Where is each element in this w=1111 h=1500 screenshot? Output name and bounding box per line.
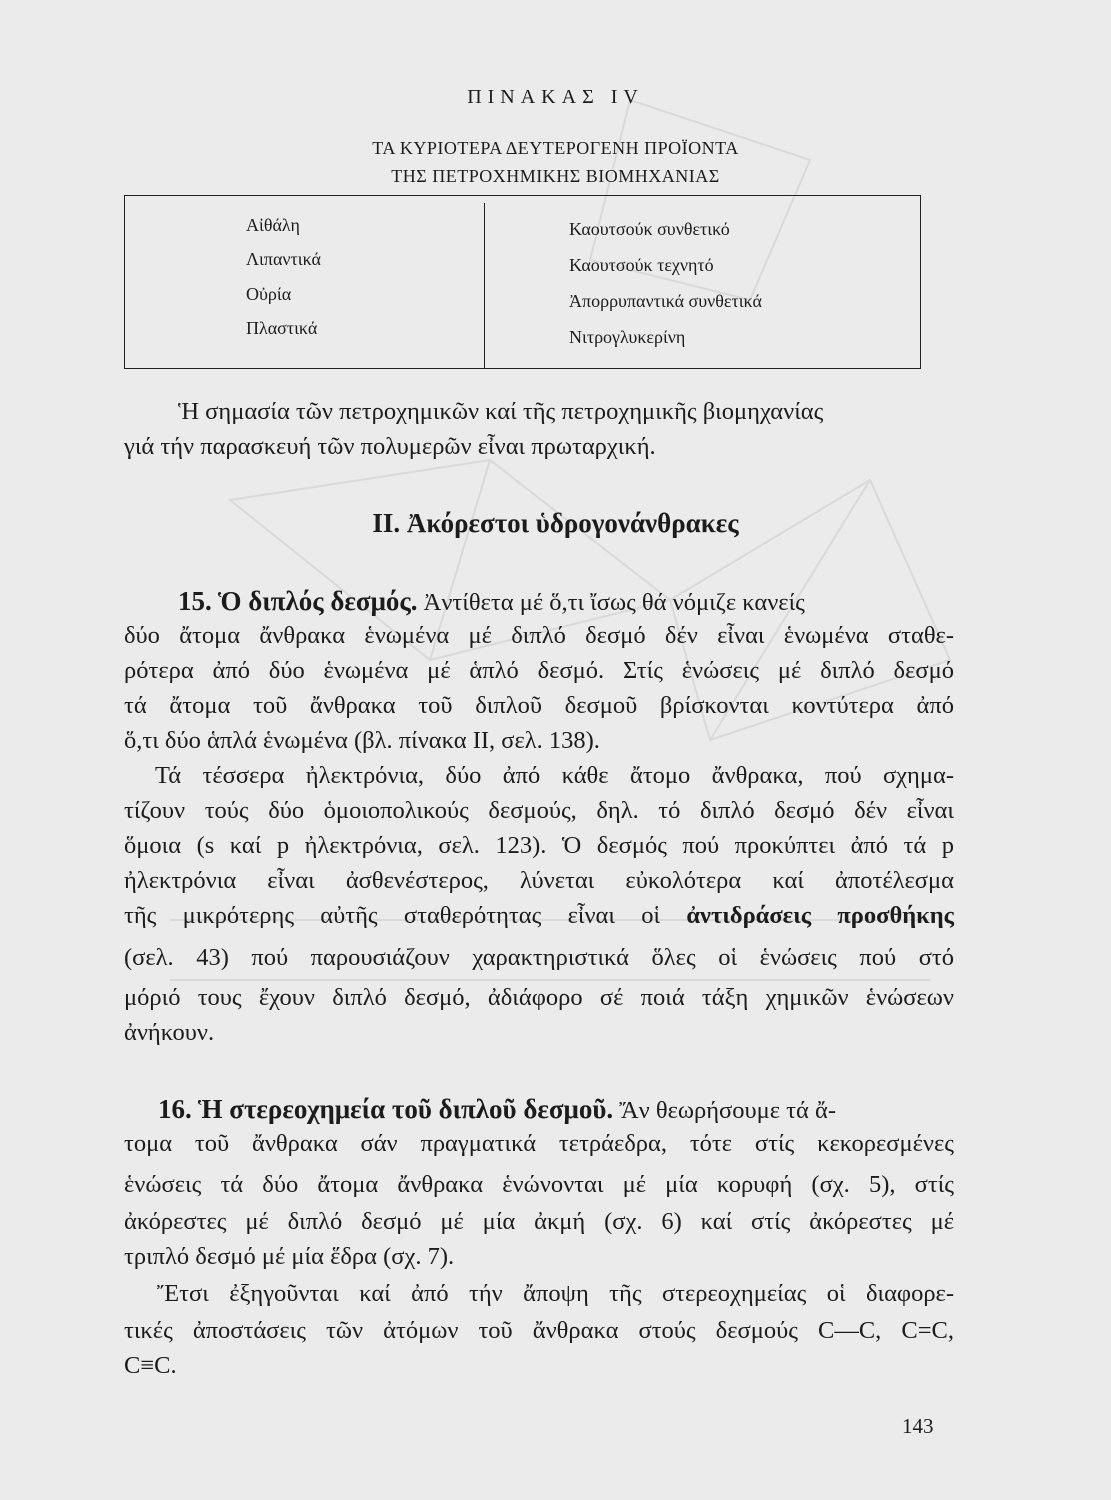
table-label: ΠΙΝΑΚΑΣ IV xyxy=(467,86,644,108)
section15-line: τά ἄτομα τοῦ ἄνθρακα τοῦ διπλοῦ δεσμοῦ βρίσκονται κοντύτερα ἀπό xyxy=(124,692,954,719)
section16-line: Ἔτσι ἐξηγοῦνται καί ἀπό τήν ἄποψη τῆς στερεοχημείας οἱ διαφορε- xyxy=(157,1280,954,1307)
table-column-divider xyxy=(484,203,485,369)
section15-text: τῆς μικρότερης αὐτῆς σταθερότητας εἶναι οἱ xyxy=(124,902,661,929)
table-right-cell: Καουτσούκ τεχνητό xyxy=(569,255,714,275)
section15-line: ὅμοια (s καί p ἠλεκτρόνια, σελ. 123). Ὁ δεσμός πού προκύπτει ἀπό τά p xyxy=(124,832,954,859)
section16-line: τομα τοῦ ἄνθρακα σάν πραγματικά τετράεδρα, τότε στίς κεκορεσμένες xyxy=(124,1130,954,1157)
table-title-line2: ΤΗΣ ΠΕΤΡΟΧΗΜΙΚΗΣ ΒΙΟΜΗΧΑΝΙΑΣ xyxy=(391,166,720,186)
section-heading: II. Ἀκόρεστοι ὑδρογονάνθρακες xyxy=(372,508,739,538)
table-left-cell: Πλαστικά xyxy=(246,318,318,338)
section15-line: ἀνήκουν. xyxy=(124,1019,215,1046)
section16-line: C≡C. xyxy=(124,1352,177,1379)
products-table xyxy=(124,195,921,369)
intro-line: γιά τήν παρασκευή τῶν πολυμερῶν εἶναι πρωταρχική. xyxy=(124,433,656,460)
section15-line: ρότερα ἀπό δύο ἑνωμένα μέ ἁπλό δεσμό. Στίς ἑνώσεις μέ διπλό δεσμό xyxy=(124,657,954,684)
page-number: 143 xyxy=(902,1414,934,1438)
section16-first-line xyxy=(158,1094,836,1125)
section15-number: 15. xyxy=(178,586,212,616)
section16-title: Ἡ στερεοχημεία τοῦ διπλοῦ δεσμοῦ. xyxy=(197,1094,614,1124)
section15-line: (σελ. 43) πού παρουσιάζουν χαρακτηριστικά ὅλες οἱ ἑνώσεις πού στό xyxy=(124,944,954,971)
section15-line: ἠλεκτρόνια εἶναι ἀσθενέστερος, λύνεται εὐκολότερα καί ἀποτέλεσμα xyxy=(124,867,954,894)
table-left-cell: Λιπαντικά xyxy=(246,249,321,269)
section16-line: τικές ἀποστάσεις τῶν ἀτόμων τοῦ ἄνθρακα στούς δεσμούς C—C, C=C, xyxy=(124,1317,954,1344)
section15-line: Τά τέσσερα ἠλεκτρόνια, δύο ἀπό κάθε ἄτομο ἄνθρακα, πού σχημα- xyxy=(155,762,954,789)
section15-title: Ὁ διπλός δεσμός. xyxy=(217,586,418,616)
section15-line: μόριό τους ἔχουν διπλό δεσμό, ἀδιάφορο σέ ποιά τάξη χημικῶν ἑνώσεων xyxy=(124,984,954,1011)
table-right-cell: Καουτσούκ συνθετικό xyxy=(569,219,730,239)
intro-line: Ἡ σημασία τῶν πετροχημικῶν καί τῆς πετροχημικῆς βιομηχανίας xyxy=(178,398,824,425)
table-left-cell: Αἰθάλη xyxy=(246,215,300,235)
table-title-line1: ΤΑ ΚΥΡΙΟΤΕΡΑ ΔΕΥΤΕΡΟΓΕΝΗ ΠΡΟΪΟΝΤΑ xyxy=(372,138,739,158)
section15-line: τίζουν τούς δύο ὁμοιοπολικούς δεσμούς, δηλ. τό διπλό δεσμό δέν εἶναι xyxy=(124,797,954,824)
section16-text: Ἄν θεωρήσουμε τά ἄ- xyxy=(619,1097,836,1124)
section16-line: ἑνώσεις τά δύο ἄτομα ἄνθρακα ἑνώνονται μέ μία κορυφή (σχ. 5), στίς xyxy=(124,1171,954,1198)
table-left-cell: Οὐρία xyxy=(246,284,292,304)
section15-line: ὅ,τι δύο ἁπλά ἑνωμένα (βλ. πίνακα II, σελ. 138). xyxy=(124,727,600,754)
section16-number: 16. xyxy=(158,1094,192,1124)
term-addition-reactions: ἀντιδράσεις προσθήκης xyxy=(686,902,955,929)
section16-line: τριπλό δεσμό μέ μία ἕδρα (σχ. 7). xyxy=(124,1243,455,1270)
table-right-cell: Ἀπορρυπαντικά συνθετικά xyxy=(569,291,762,311)
section15-line-mixed xyxy=(124,902,954,930)
section16-line: ἀκόρεστες μέ διπλό δεσμό μέ μία ἀκμή (σχ. 6) καί στίς ἀκόρεστες μέ xyxy=(124,1208,954,1235)
table-right-cell: Νιτρογλυκερίνη xyxy=(569,327,686,347)
section15-line: δύο ἄτομα ἄνθρακα ἑνωμένα μέ διπλό δεσμό δέν εἶναι ἑνωμένα σταθε- xyxy=(124,622,954,649)
section15-text: Ἀντίθετα μέ ὅ,τι ἴσως θά νόμιζε κανείς xyxy=(423,589,805,616)
section15-first-line xyxy=(178,586,805,617)
